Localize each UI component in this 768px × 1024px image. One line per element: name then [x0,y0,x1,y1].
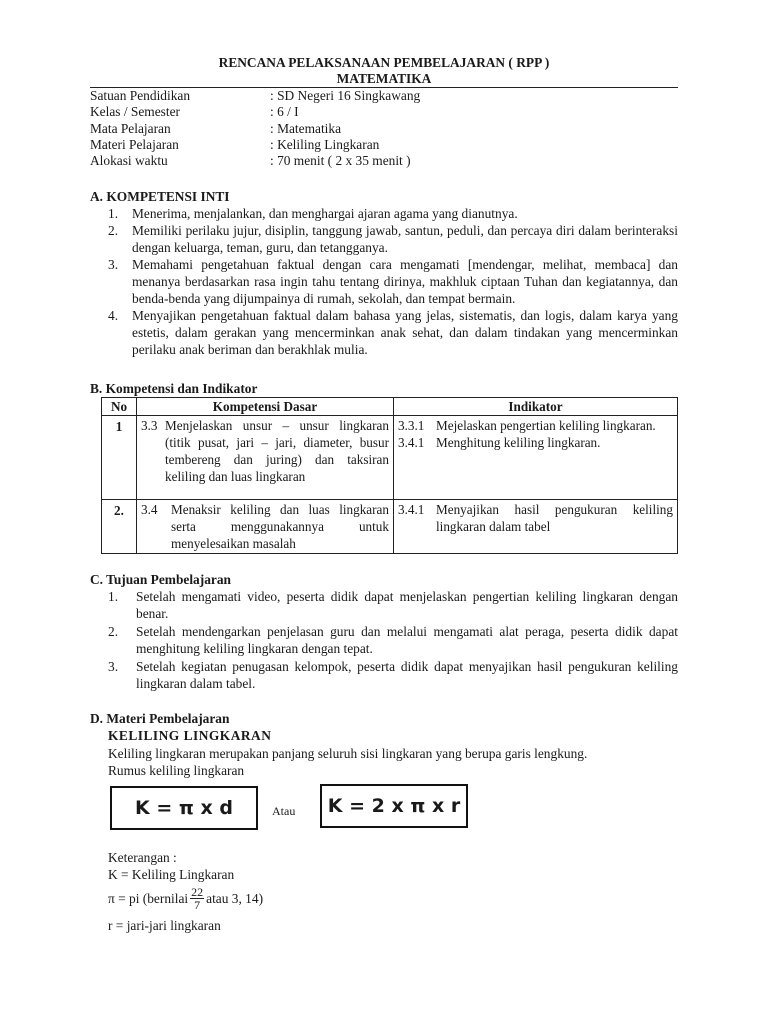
indikator-number: 3.4.1 [398,502,425,517]
indikator-cell [394,416,678,500]
list-item [108,222,678,256]
fraction [190,886,204,911]
table-header-row [102,398,678,416]
section-d-heading: D. Materi Pembelajaran [90,711,230,726]
formula-diameter: K = π x d [110,786,258,830]
indikator-cell [394,500,678,554]
identity-value: : 70 menit ( 2 x 35 menit ) [270,153,411,169]
atau-label: Atau [272,804,296,818]
list-item [108,623,678,657]
rumus-label: Rumus keliling lingkaran [108,763,245,778]
list-number: 3. [108,659,119,674]
column-header: Indikator [394,398,678,416]
identity-row [90,88,678,104]
kd-number: 3.4 [141,502,158,517]
list-number: 1. [108,206,119,221]
identity-value: : Keliling Lingkaran [270,136,380,152]
column-header: No [102,398,137,416]
r-definition: r = jari-jari lingkaran [108,918,221,933]
kompetensi-dasar-cell [137,416,394,500]
indikator-text: Mejelaskan pengertian keliling lingkaran. [436,418,656,433]
identity-row [90,153,678,169]
list-item [108,205,678,222]
identity-label: Materi Pelajaran [90,136,179,152]
identity-row [90,121,678,137]
indikator-number: 3.3.1 [398,418,425,433]
list-number: 3. [108,257,119,272]
row-number: 1 [102,416,137,500]
kd-text: Menaksir keliling dan luas lingkaran serta menggunakannya untuk menyelesaikan masalah [171,502,389,551]
kd-text: Menjelaskan unsur – unsur lingkaran (titik pusat, jari – jari, diameter, busur tembereng dan juring) dan taksiran keliling dan luas lingkaran [165,418,389,484]
table-row [102,416,678,500]
identity-row [90,104,678,120]
document-title: RENCANA PELAKSANAAN PEMBELAJARAN ( RPP ) [218,55,550,70]
list-number: 4. [108,308,119,323]
materi-subheading: KELILING LINGKARAN [108,728,272,743]
list-item [108,658,678,692]
list-text: Memiliki perilaku jujur, disiplin, tanggung jawab, santun, peduli, dan percaya diri dalam berinteraksi dengan keluarga, teman, guru, dan tetangganya. [132,223,678,255]
list-item [108,256,678,307]
k-definition: K = Keliling Lingkaran [108,867,235,882]
list-text: Memahami pengetahuan faktual dengan cara mengamati [mendengar, melihat, membaca] dan menanya berdasarkan rasa ingin tahu tentang dirinya, makhluk ciptaan Tuhan dan kegiatannya, dan benda-benda yang dijumpainya di rumah, sekolah, dan tempat bermain. [132,257,678,306]
identity-value: : Matematika [270,120,342,136]
pi-suffix: atau 3, 14) [206,890,264,906]
list-number: 1. [108,589,119,604]
identity-label: Satuan Pendidikan [90,88,191,103]
identity-row [90,137,678,153]
identity-label: Mata Pelajaran [90,120,171,136]
kd-number: 3.3 [141,418,158,433]
materi-definition: Keliling lingkaran merupakan panjang seluruh sisi lingkaran yang berupa garis lengkung. [108,746,588,761]
identity-table [90,87,678,169]
kompetensi-inti-list [108,205,678,358]
list-text: Setelah mengamati video, peserta didik dapat menjelaskan pengertian keliling lingkaran dengan benar. [136,589,678,621]
formula-radius: K = 2 x π x r [320,784,468,828]
identity-label: Kelas / Semester [90,104,180,120]
document-subtitle: MATEMATIKA [336,71,432,86]
pi-definition [108,883,263,913]
keterangan-label: Keterangan : [108,850,177,865]
column-header: Kompetensi Dasar [137,398,394,416]
list-text: Menyajikan pengetahuan faktual dalam bahasa yang jelas, sistematis, dan logis, dalam karya yang estetis, dalam gerakan yang mencerminkan anak sehat, dan dalam tindakan yang mencerminkan perilaku anak beriman dan berakhlak mulia. [132,308,678,357]
section-a-heading: A. KOMPETENSI INTI [90,189,230,204]
table-row [102,500,678,554]
list-item [108,307,678,358]
list-number: 2. [108,223,119,238]
kompetensi-table [101,397,678,554]
list-item [108,588,678,622]
list-text: Setelah kegiatan penugasan kelompok, peserta didik dapat menyajikan hasil pengukuran keliling lingkaran dalam tabel. [136,659,678,691]
list-text: Setelah mendengarkan penjelasan guru dan melalui mengamati alat peraga, peserta didik dapat menghitung keliling lingkaran dengan tepat. [136,624,678,656]
identity-label: Alokasi waktu [90,153,168,169]
list-number: 2. [108,624,119,639]
identity-value: : 6 / I [270,104,299,120]
indikator-number: 3.4.1 [398,435,425,450]
pi-prefix: π = pi (bernilai [108,890,189,906]
list-text: Menerima, menjalankan, dan menghargai ajaran agama yang dianutnya. [132,206,518,221]
indikator-text: Menyajikan hasil pengukuran keliling lingkaran dalam tabel [436,502,673,534]
fraction-numerator: 22 [191,884,204,899]
section-c-heading: C. Tujuan Pembelajaran [90,572,231,587]
identity-value: : SD Negeri 16 Singkawang [270,88,421,103]
tujuan-list [108,588,678,693]
indikator-text: Menghitung keliling lingkaran. [436,435,601,450]
row-number: 2. [102,500,137,554]
section-b-heading: B. Kompetensi dan Indikator [90,381,258,396]
kompetensi-dasar-cell [137,500,394,554]
fraction-denominator: 7 [194,897,201,912]
